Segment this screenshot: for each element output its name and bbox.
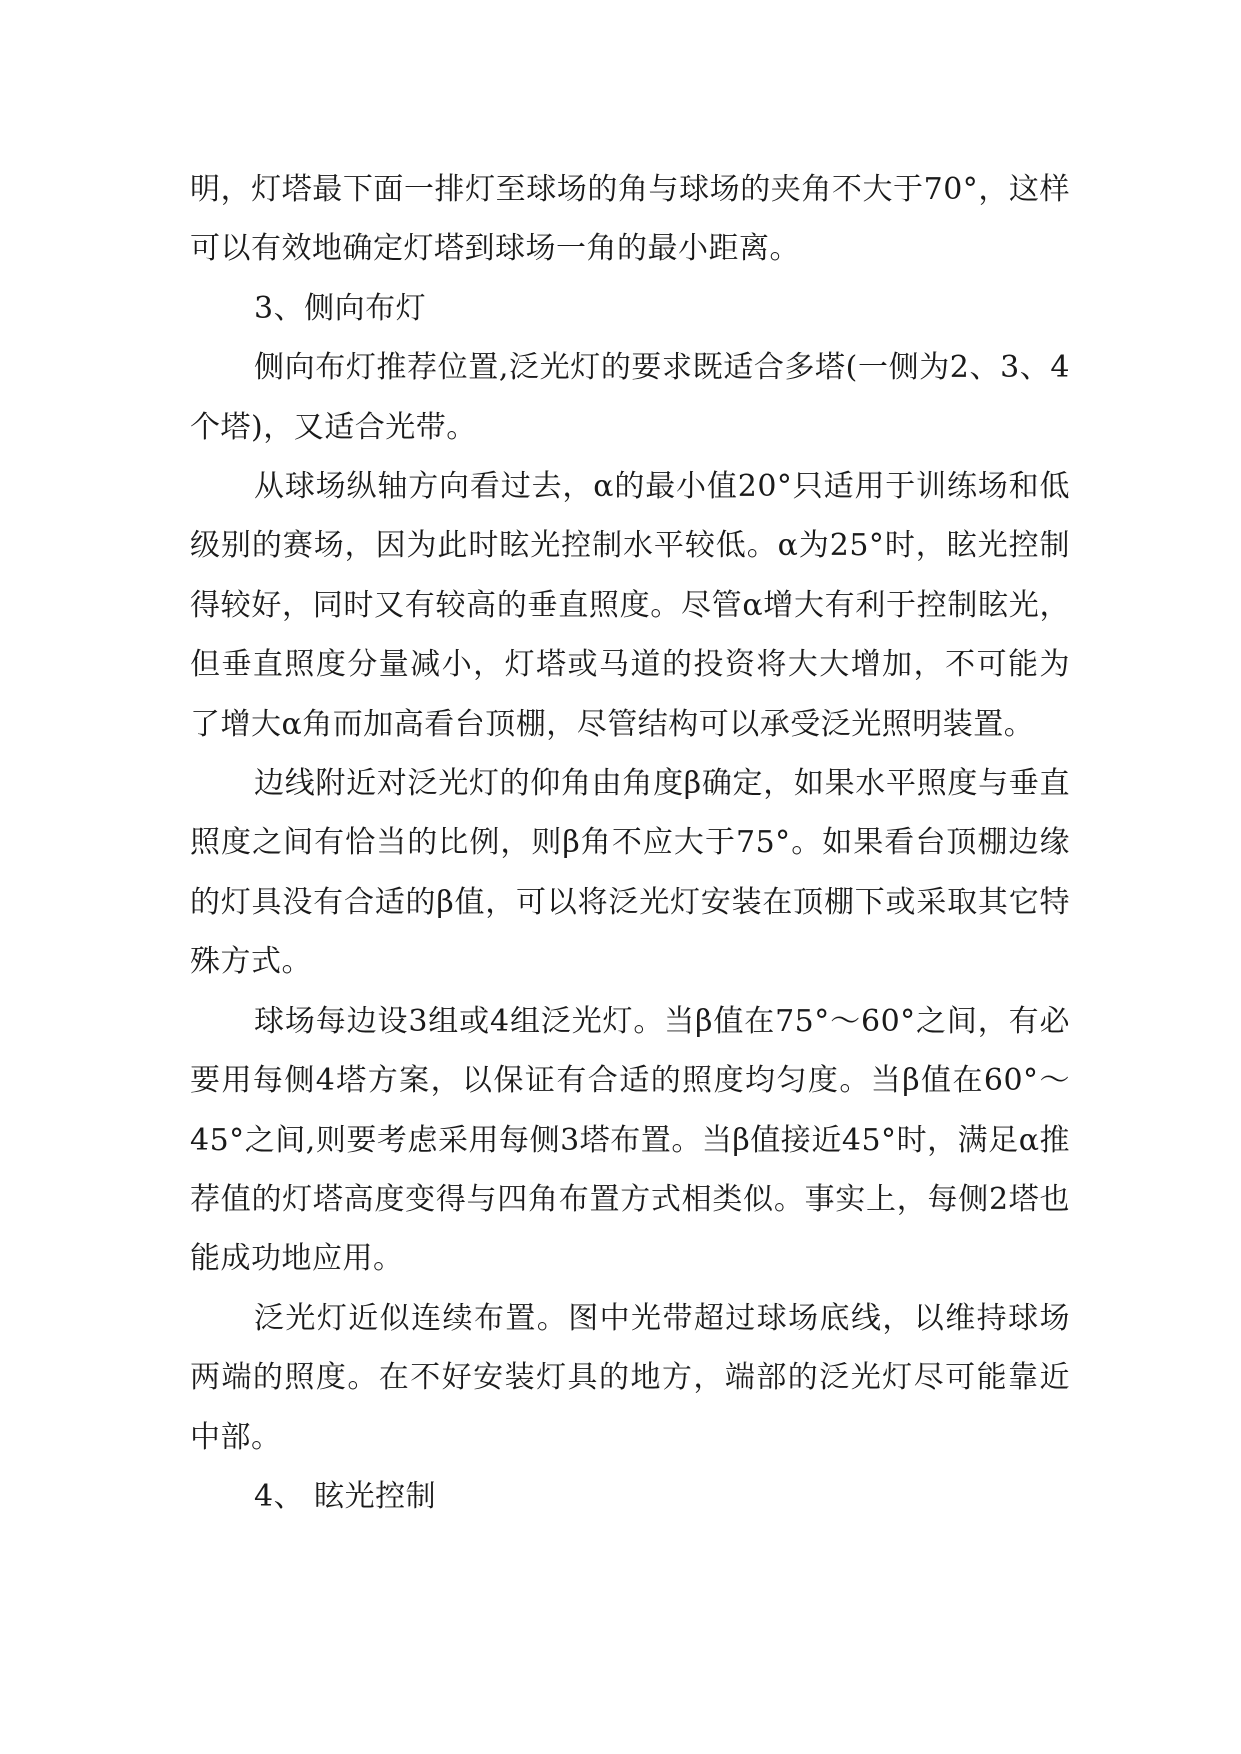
section-heading-3: 3、侧向布灯 [254,290,427,326]
paragraph: 边线附近对泛光灯的仰角由角度β确定，如果水平照度与垂直照度之间有恰当的比例，则β角不应大于75°。如果看台顶棚边缘的灯具没有合适的β值，可以将泛光灯安装在顶棚下或采取其它特殊方式。 [190,766,1070,980]
section-heading-4: 4、 眩光控制 [254,1478,437,1514]
document-body [190,160,1070,1526]
paragraph: 泛光灯近似连续布置。图中光带超过球场底线，以维持球场两端的照度。在不好安装灯具的地方，端部的泛光灯尽可能靠近中部。 [190,1300,1070,1455]
paragraph-continuation: 明，灯塔最下面一排灯至球场的角与球场的夹角不大于70°，这样可以有效地确定灯塔到球场一角的最小距离。 [190,172,1070,267]
paragraph: 从球场纵轴方向看过去，α的最小值20°只适用于训练场和低级别的赛场，因为此时眩光控制水平较低。α为25°时，眩光控制得较好，同时又有较高的垂直照度。尽管α增大有利于控制眩光，但垂直照度分量减小，灯塔或马道的投资将大大增加，不可能为了增大α角而加高看台顶棚，尽管结构可以承受泛光照明装置。 [190,469,1070,742]
paragraph: 球场每边设3组或4组泛光灯。当β值在75°～60°之间，有必要用每侧4塔方案，以保证有合适的照度均匀度。当β值在60°～45°之间,则要考虑采用每侧3塔布置。当β值接近45°时，满足α推荐值的灯塔高度变得与四角布置方式相类似。事实上，每侧2塔也能成功地应用。 [190,1003,1070,1277]
paragraph: 侧向布灯推荐位置,泛光灯的要求既适合多塔(一侧为2、3、4个塔)，又适合光带。 [190,350,1070,445]
